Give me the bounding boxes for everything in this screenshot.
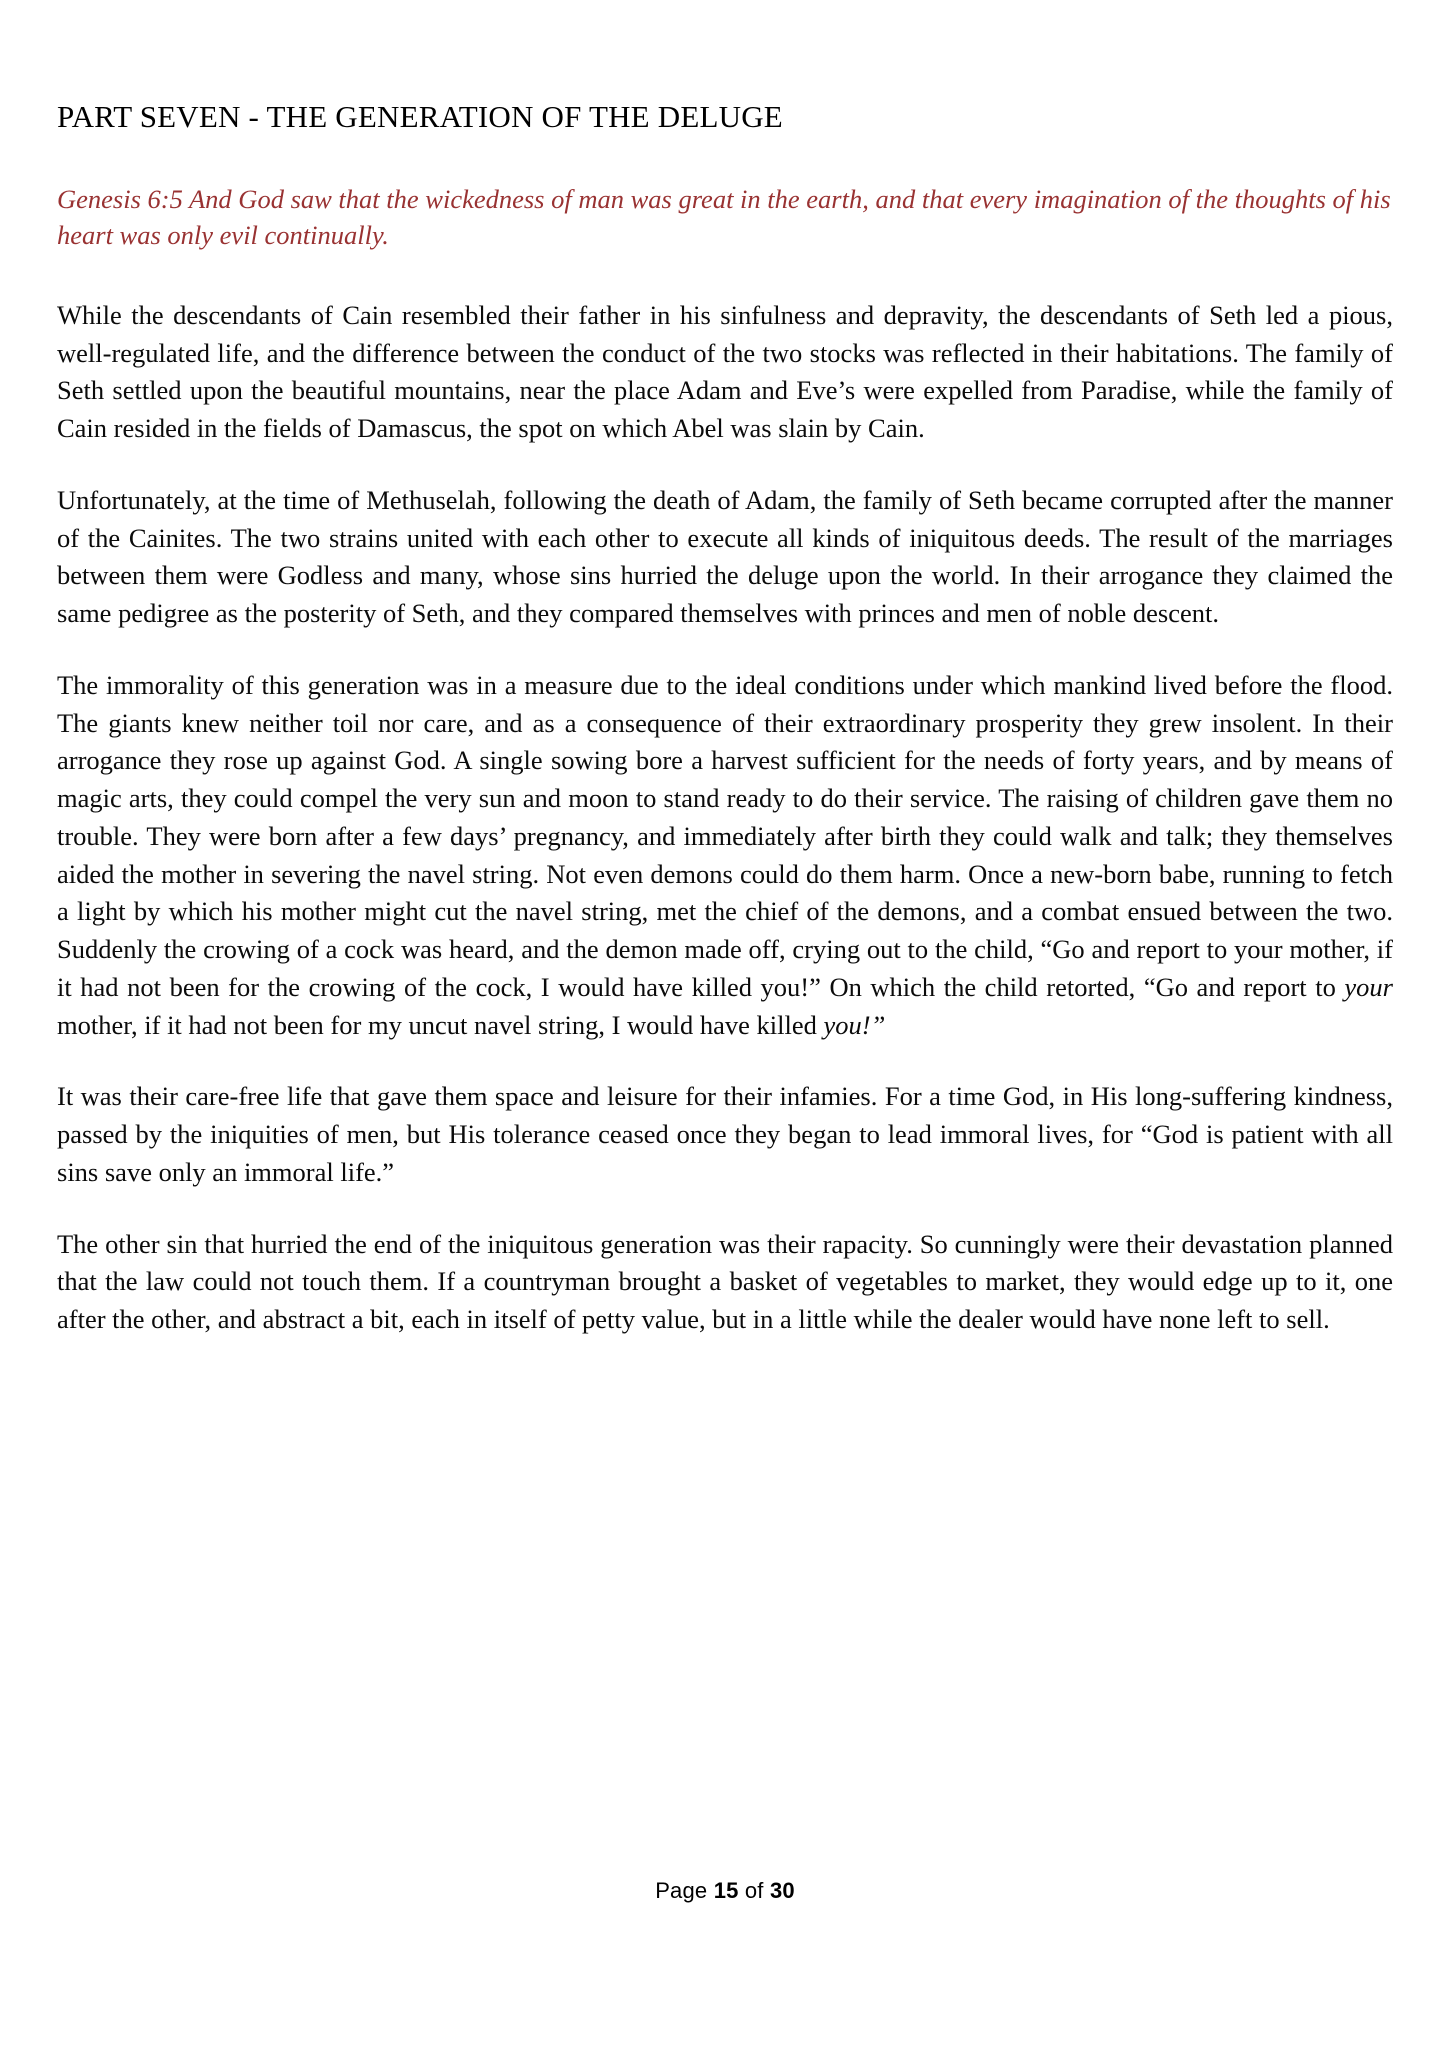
emphasis-text: your bbox=[1344, 971, 1393, 1002]
body-paragraph-3 bbox=[57, 667, 1393, 1045]
body-paragraph-1: While the descendants of Cain resembled their father in his sinfulness and depravity, the descendants of Seth led a pious, well-regulated life, and the difference between the conduct of the two stocks was reflected in their habitations. The family of Seth settled upon the beautiful mountains, near the place Adam and Eve’s were expelled from Paradise, while the family of Cain resided in the fields of Damascus, the spot on which Abel was slain by Cain. bbox=[57, 299, 1393, 444]
footer-total-pages: 30 bbox=[769, 1878, 795, 1903]
plain-text: mother, if it had not been for my uncut navel string, I would have killed bbox=[57, 1009, 824, 1040]
page-title: PART SEVEN - THE GENERATION OF THE DELUGE bbox=[57, 99, 783, 134]
body-paragraph-2: Unfortunately, at the time of Methuselah, following the death of Adam, the family of Seth became corrupted after the manner of the Cainites. The two strains united with each other to execute all kinds of iniquitous deeds. The result of the marriages between them were Godless and many, whose sins hurried the deluge upon the world. In their arrogance they claimed the same pedigree as the posterity of Seth, and they compared themselves with princes and men of noble descent. bbox=[57, 484, 1393, 629]
body-paragraph-5: The other sin that hurried the end of the iniquitous generation was their rapacity. So cunningly were their devastation planned that the law could not touch them. If a countryman brought a basket of vegetables to market, they would edge up to it, one after the other, and abstract a bit, each in itself of petty value, but in a little while the dealer would have none left to sell. bbox=[57, 1228, 1393, 1335]
emphasis-text: you!” bbox=[823, 1009, 886, 1040]
plain-text: The immorality of this generation was in a measure due to the ideal conditions under which mankind lived before the flood. The giants knew neither toil nor care, and as a consequence of their extraordinary prosperity they grew insolent. In their arrogance they rose up against God. A single sowing bore a harvest sufficient for the needs of forty years, and by means of magic arts, they could compel the very sun and moon to stand ready to do their service. The raising of children gave them no trouble. They were born after a few days’ pregnancy, and immediately after birth they could walk and talk; they themselves aided the mother in severing the navel string. Not even demons could do them harm. Once a new-born babe, running to fetch a light by which his mother might cut the navel string, met the chief of the demons, and a combat ensued between the two. Suddenly the crowing of a cock was heard, and the demon made off, crying out to the child, “Go and report to your mother, if it had not been for the crowing of the cock, I would have killed you!” On which the child retorted, “Go and report to bbox=[57, 669, 1393, 1002]
body-paragraph-4: It was their care-free life that gave them space and leisure for their infamies. For a time God, in His long-suffering kindness, passed by the iniquities of men, but His tolerance ceased once they began to lead immoral lives, for “God is patient with all sins save only an immoral life.” bbox=[57, 1081, 1393, 1187]
page-footer bbox=[0, 1878, 1450, 1904]
footer-of-label: of bbox=[738, 1878, 770, 1903]
footer-page-label: Page bbox=[655, 1878, 714, 1903]
scripture-quote: Genesis 6:5 And God saw that the wickedness of man was great in the earth, and that every imagination of the thoughts of his heart was only evil continually. bbox=[57, 183, 1391, 250]
footer-current-page: 15 bbox=[713, 1878, 739, 1903]
